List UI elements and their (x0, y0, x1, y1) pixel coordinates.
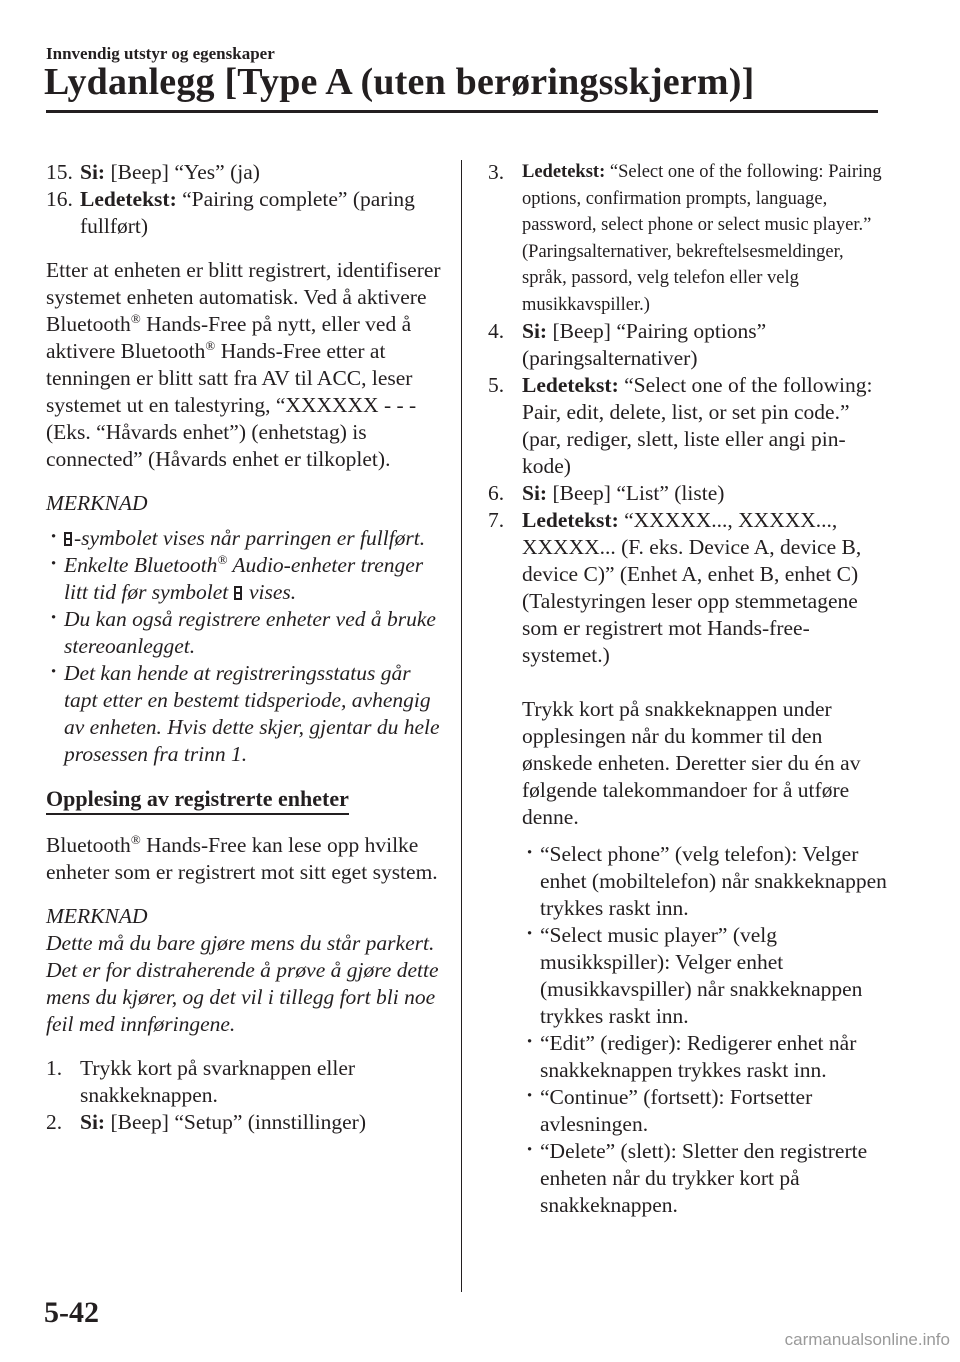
step-speaker: Ledetekst: (80, 187, 177, 211)
note-bullet: · Du kan også registrere enheter ved å bruke stereoanlegget. (46, 606, 446, 660)
step-text: “Pairing complete” (paring fullført) (80, 187, 415, 238)
note-title: MERKNAD (46, 904, 148, 928)
step-2 (46, 1109, 446, 1136)
column-divider (461, 160, 462, 1292)
step-speaker: Ledetekst: (522, 508, 619, 532)
step-text: [Beep] “Setup” (innstillinger) (105, 1110, 367, 1134)
step-speaker: Si: (80, 1110, 106, 1134)
registered-mark: ® (217, 552, 228, 567)
step-text: “Select one of the following: Pairing options, confirmation prompts, language, password, select phone or select music player.” (Paringsalternativer, bekreftelsesmeldinger, språk, passord, velg telefon eller velg musikkavspiller.) (522, 162, 882, 315)
voice-command-list (522, 841, 888, 1219)
note-bullet: · -symbolet vises når parringen er fullført. (46, 525, 446, 552)
note-title: MERKNAD (46, 491, 148, 515)
left-column (46, 159, 446, 1136)
note-bullet: · Enkelte Bluetooth® Audio-enheter trenger litt tid før symbolet vises. (46, 552, 446, 606)
registered-mark: ® (130, 832, 141, 847)
step-number: 6. (488, 481, 505, 505)
right-column (488, 159, 888, 1219)
step-text: [Beep] “List” (liste) (547, 481, 725, 505)
step-speaker: Si: (522, 319, 548, 343)
bluetooth-status-icon (234, 586, 242, 600)
bluetooth-status-icon (64, 532, 72, 546)
step-number: 4. (488, 319, 505, 343)
title-rule (46, 110, 878, 113)
note-block-2 (46, 903, 446, 1038)
step-1 (46, 1055, 446, 1109)
step-number: 1. (46, 1056, 63, 1080)
step-text: “Select one of the following: Pair, edit, delete, list, or set pin code.” (par, rediger, slett, liste eller angi pin-kode) (522, 373, 873, 478)
step-7 (488, 507, 888, 669)
step-speaker: Ledetekst: (522, 162, 606, 182)
step-6 (488, 480, 888, 507)
step-speaker: Si: (80, 160, 106, 184)
watermark: carmanualsonline.info (784, 1330, 950, 1349)
voice-command-item: · “Edit” (rediger): Redigerer enhet når snakkeknappen trykkes raskt inn. (522, 1030, 888, 1084)
step-number: 15. (46, 160, 73, 184)
step-number: 16. (46, 187, 73, 211)
readout-paragraph: Bluetooth® Hands-Free kan lese opp hvilke enheter som er registrert mot sitt eget system. (46, 832, 438, 884)
step-15 (46, 159, 446, 186)
note-bullet: · Det kan hende at registreringsstatus går tapt etter en bestemt tidsperiode, avhengig av enheten. Hvis dette skjer, gjentar du hele prosessen fra trinn 1. (46, 660, 446, 768)
step-text: “XXXXX..., XXXXX..., XXXXX... (F. eks. Device A, device B, device C)” (Enhet A, enhet B, enhet C) (Talestyringen leser opp stemmetagene som er registrert mot Hands-free-systemet.) (522, 508, 862, 667)
step-text: Trykk kort på svarknappen eller snakkeknappen. (80, 1056, 356, 1107)
registration-paragraph: Etter at enheten er blitt registrert, identifiserer systemet enheten automatisk. Ved å aktivere Bluetooth® Hands-Free på nytt, eller ved å aktivere Bluetooth® Hands-Free etter at tenningen er blitt satt fra AV til ACC, leser systemet ut en talestyring, “XXXXXX - - - (Eks. “Håvards enhet”) (enhetstag) is connected” (Håvards enhet er tilkoplet). (46, 258, 441, 471)
step-text: [Beep] “Pairing options” (paringsalternativer) (522, 319, 767, 370)
step-number: 3. (488, 160, 505, 184)
step-16 (46, 186, 446, 240)
page-number: 5-42 (44, 1296, 99, 1329)
voice-command-item: · “Continue” (fortsett): Fortsetter avlesningen. (522, 1084, 888, 1138)
step-5 (488, 372, 888, 480)
step-number: 7. (488, 508, 505, 532)
step-text: [Beep] “Yes” (ja) (105, 160, 260, 184)
step-speaker: Si: (522, 481, 548, 505)
registered-mark: ® (130, 311, 141, 326)
step-number: 5. (488, 373, 505, 397)
selection-paragraph: Trykk kort på snakkeknappen under opplesingen når du kommer til den ønskede enheten. Deretter sier du én av følgende talekommandoer for å utføre denne. (522, 697, 861, 829)
section-label: Innvendig utstyr og egenskaper (46, 44, 275, 63)
step-3 (488, 159, 888, 318)
step-speaker: Ledetekst: (522, 373, 619, 397)
step-number: 2. (46, 1110, 63, 1134)
note-bullets (46, 525, 446, 768)
note-text: Dette må du bare gjøre mens du står parkert. Det er for distraherende å prøve å gjøre dette mens du kjører, og det vil i tillegg fort bli noe feil med innføringene. (46, 931, 439, 1036)
section-heading: Opplesing av registrerte enheter (46, 785, 349, 815)
page-title: Lydanlegg [Type A (uten berøringsskjerm)] (44, 61, 755, 103)
voice-command-item: · “Delete” (slett): Sletter den registrerte enheten når du trykker kort på snakkeknappen. (522, 1138, 888, 1219)
note-block-1 (46, 490, 446, 768)
step-4 (488, 318, 888, 372)
voice-command-item: · “Select music player” (velg musikkspiller): Velger enhet (musikkavspiller) når snakkeknappen trykkes raskt inn. (522, 922, 888, 1030)
registered-mark: ® (205, 338, 216, 353)
voice-command-item: · “Select phone” (velg telefon): Velger enhet (mobiltelefon) når snakkeknappen trykkes raskt inn. (522, 841, 888, 922)
